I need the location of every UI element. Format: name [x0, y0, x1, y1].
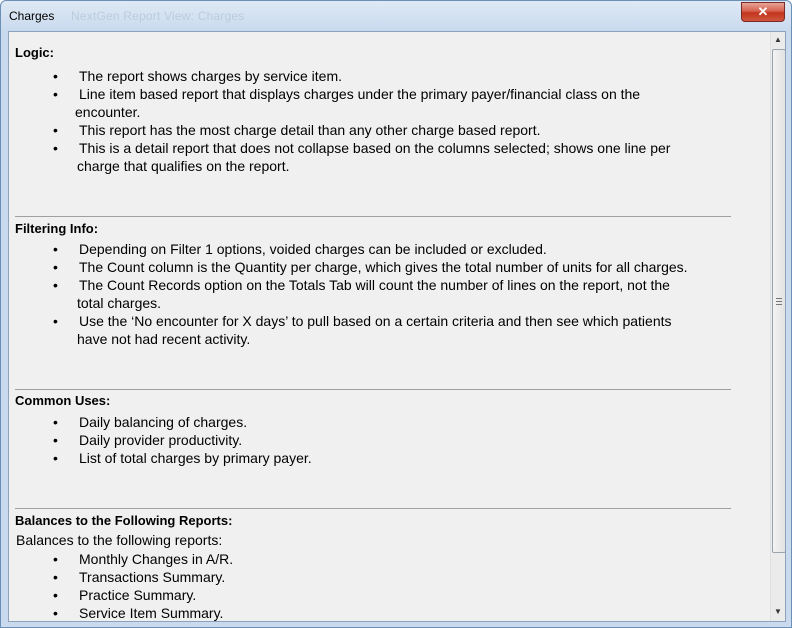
bullet-icon: •	[53, 414, 58, 430]
report-info-pane	[8, 31, 786, 622]
logic-item: Line item based report that displays charges under the primary payer/financial class on the encounter.	[75, 86, 641, 120]
title-bar[interactable]	[1, 1, 791, 31]
bullet-icon: •	[53, 569, 58, 585]
bullet-icon: •	[53, 241, 58, 257]
grip-icon	[776, 298, 782, 305]
balances-intro: Balances to the following reports:	[16, 532, 223, 548]
bullet-icon: •	[53, 587, 58, 603]
close-icon: ✕	[757, 4, 769, 19]
filtering-item: Use the ‘No encounter for X days’ to pull based on a certain criteria and then see which patients have not had recent activity.	[77, 313, 672, 347]
bullet-icon: •	[53, 68, 58, 84]
scroll-up-icon[interactable]: ▲	[774, 35, 782, 44]
bullet-icon: •	[53, 605, 58, 621]
section-divider	[15, 508, 731, 509]
filtering-item: The Count Records option on the Totals Tab will count the number of lines on the report, not the total charges.	[77, 277, 670, 311]
scroll-thumb[interactable]	[772, 49, 786, 553]
common-uses-item: Daily balancing of charges.	[79, 414, 248, 430]
logic-item: This report has the most charge detail than any other charge based report.	[79, 122, 541, 138]
bullet-icon: •	[53, 259, 58, 275]
filtering-title: Filtering Info:	[15, 221, 99, 236]
bullet-icon: •	[53, 122, 58, 138]
common-uses-item: Daily provider productivity.	[79, 432, 243, 448]
window-ghost-title: NextGen Report View: Charges	[71, 9, 245, 23]
common-uses-item: List of total charges by primary payer.	[79, 450, 312, 466]
section-divider	[15, 389, 731, 390]
bullet-icon: •	[53, 432, 58, 448]
filtering-item: Depending on Filter 1 options, voided charges can be included or excluded.	[79, 241, 547, 257]
logic-item: This is a detail report that does not collapse based on the columns selected; shows one line per charge that qualifies on the report.	[77, 140, 671, 174]
common-uses-title: Common Uses:	[15, 393, 111, 408]
bullet-icon: •	[53, 551, 58, 567]
bullet-icon: •	[53, 277, 58, 293]
balances-item: Service Item Summary.	[79, 605, 224, 621]
window-title: Charges	[9, 9, 55, 23]
logic-title: Logic:	[15, 45, 54, 60]
balances-item: Monthly Changes in A/R.	[79, 551, 234, 567]
vertical-scrollbar[interactable]	[770, 32, 786, 621]
bullet-icon: •	[53, 140, 58, 156]
logic-item: The report shows charges by service item.	[79, 68, 342, 84]
scroll-down-icon[interactable]: ▼	[774, 607, 782, 616]
filtering-item: The Count column is the Quantity per charge, which gives the total number of units for all charges.	[79, 259, 688, 275]
info-content	[9, 32, 769, 621]
section-divider	[15, 216, 731, 217]
bullet-icon: •	[53, 450, 58, 466]
bullet-icon: •	[53, 313, 58, 329]
close-button[interactable]	[741, 2, 785, 22]
bullet-icon: •	[53, 86, 58, 102]
balances-item: Transactions Summary.	[79, 569, 226, 585]
balances-item: Practice Summary.	[79, 587, 197, 603]
balances-title: Balances to the Following Reports:	[15, 513, 233, 528]
